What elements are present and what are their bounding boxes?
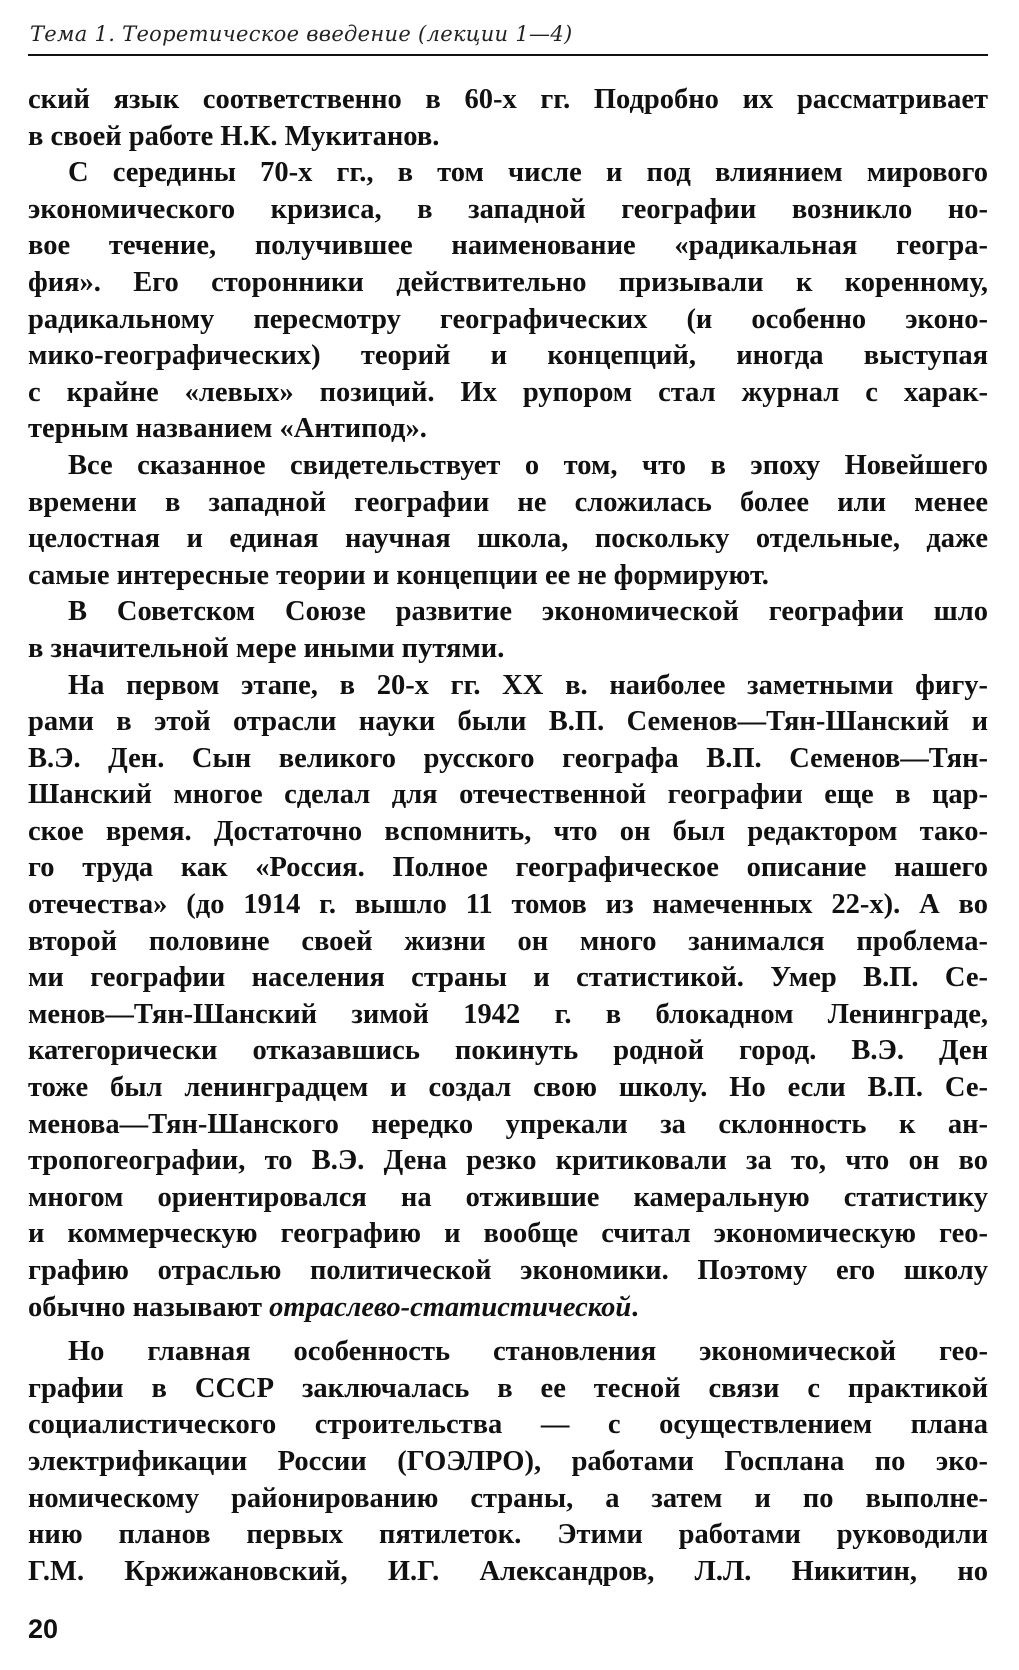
text-line: с крайне «левых» позиций. Их рупором стал журнал с харак-	[28, 376, 988, 408]
text-line: С середины 70-х гг., в том числе и под влиянием мирового	[68, 157, 988, 189]
paragraph-gap	[28, 1326, 988, 1334]
text-line: Шанский многое сделал для отечественной географии еще в цар-	[28, 779, 988, 811]
text-line: графии в СССР заключалась в ее тесной связи с практикой	[28, 1372, 988, 1404]
text-line: социалистического строительства — с осуществлением плана	[28, 1409, 988, 1441]
text-line: целостная и единая научная школа, поскольку отдельные, даже	[28, 523, 988, 555]
text-line: тропогеографии, то В.Э. Дена резко критиковали за то, что он во	[28, 1145, 988, 1177]
running-header: Тема 1. Теоретическое введение (лекции 1—4)	[30, 22, 573, 46]
page-number: 20	[28, 1614, 59, 1644]
text-line: и коммерческую географию и вообще считал экономическую гео-	[28, 1218, 988, 1250]
text-line: второй половине своей жизни он много занимался проблема-	[28, 925, 988, 957]
text-line: го труда как «Россия. Полное географическое описание нашего	[28, 852, 988, 884]
paragraph	[28, 448, 988, 594]
body-text	[28, 82, 988, 1590]
paragraph	[28, 668, 988, 1327]
paragraph	[28, 82, 988, 155]
text-line	[28, 1290, 988, 1327]
text-line: рами в этой отрасли науки были В.П. Семенов—Тян-Шанский и	[28, 706, 988, 738]
text-line: мико-географических) теорий и концепций, иногда выступая	[28, 340, 988, 372]
text-line: в своей работе Н.К. Мукитанов.	[28, 120, 440, 152]
text-line: радикальному пересмотру географических (и особенно эконо-	[28, 303, 988, 335]
text-line: электрификации России (ГОЭЛРО), работами Госплана по эко-	[28, 1445, 988, 1477]
text-line: в значительной мере иными путями.	[28, 632, 505, 664]
header-rule	[28, 54, 988, 56]
text-line: ский язык соответственно в 60-х гг. Подробно их рассматривает	[28, 84, 988, 115]
text-line: самые интересные теории и концепции ее не формируют.	[28, 559, 769, 591]
text-line: времени в западной географии не сложилась более или менее	[28, 486, 988, 518]
text-line: графию отраслью политической экономики. Поэтому его школу	[28, 1255, 988, 1286]
text-line: На первом этапе, в 20-х гг. XX в. наиболее заметными фигу-	[68, 669, 988, 701]
text-line: нию планов первых пятилеток. Этими работами руководили	[28, 1519, 988, 1551]
text-line: ское время. Достаточно вспомнить, что он был редактором тако-	[28, 815, 988, 847]
text-line: вое течение, получившее наименование «радикальная геогра-	[28, 230, 988, 262]
text-line: Г.М. Кржижановский, И.Г. Александров, Л.Л. Никитин, но	[28, 1555, 988, 1587]
text-line: экономического кризиса, в западной географии возникло но-	[28, 193, 988, 225]
text-line: терным названием «Антипод».	[28, 413, 427, 445]
text-span: .	[631, 1291, 639, 1323]
paragraph	[28, 155, 988, 448]
text-line: менова—Тян-Шанского нередко упрекали за склонность к ан-	[28, 1108, 988, 1140]
paragraph	[28, 594, 988, 667]
text-line: В.Э. Ден. Сын великого русского географа В.П. Семенов—Тян-	[28, 742, 988, 774]
emphasized-term: отраслево-статистической	[269, 1291, 632, 1323]
text-line: Все сказанное свидетельствует о том, что в эпоху Новейшего	[68, 449, 988, 481]
text-line: Но главная особенность становления экономической гео-	[68, 1336, 988, 1368]
text-line: отечества» (до 1914 г. вышло 11 томов из намеченных 22-х). А во	[28, 889, 988, 921]
text-line: В Советском Союзе развитие экономической географии шло	[68, 596, 988, 628]
text-line: тоже был ленинградцем и создал свою школу. Но если В.П. Се-	[28, 1072, 988, 1104]
paragraph	[28, 1334, 988, 1590]
text-line: многом ориентировался на отжившие камеральную статистику	[28, 1181, 988, 1213]
text-line: категорически отказавшись покинуть родной город. В.Э. Ден	[28, 1035, 988, 1067]
text-line: ми географии населения страны и статистикой. Умер В.П. Се-	[28, 962, 988, 994]
text-span: обычно называют	[28, 1291, 270, 1323]
text-line: менов—Тян-Шанский зимой 1942 г. в блокадном Ленинграде,	[28, 998, 988, 1030]
text-line: номическому районированию страны, а затем и по выполне-	[28, 1482, 988, 1514]
text-line: фия». Его сторонники действительно призывали к коренному,	[28, 266, 988, 298]
